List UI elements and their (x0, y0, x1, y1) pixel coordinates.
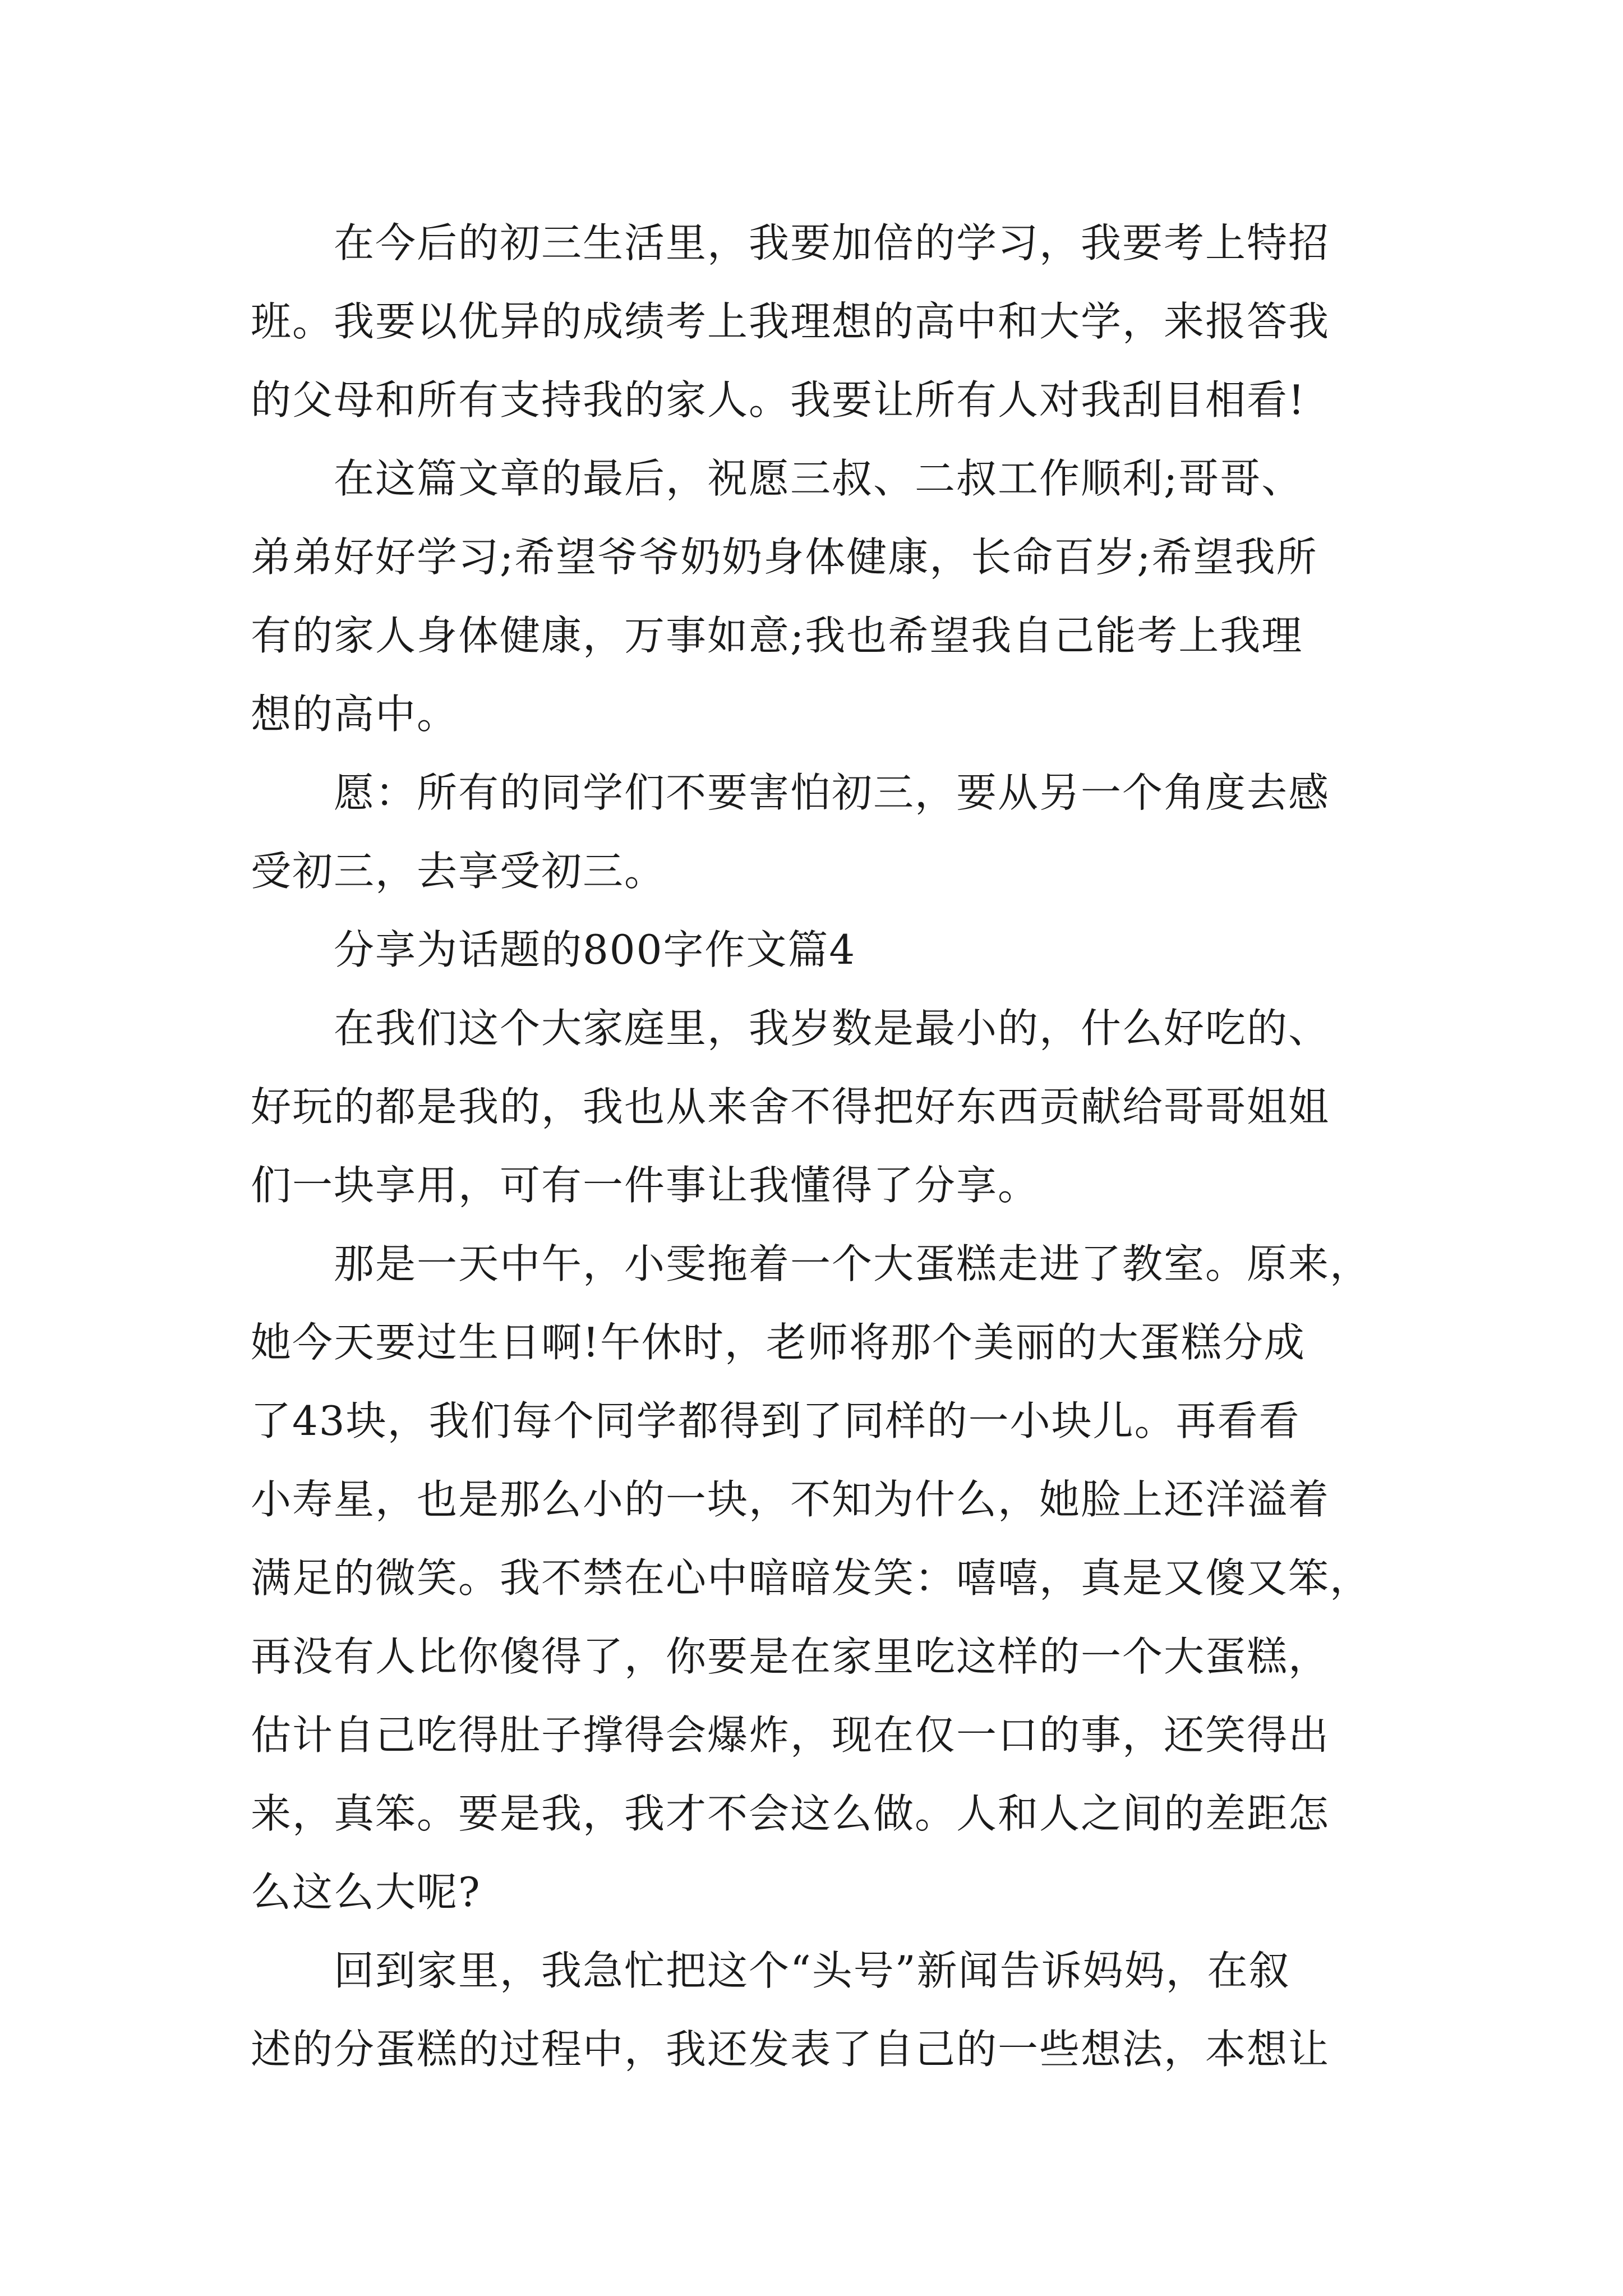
text-line: 在我们这个大家庭里，我岁数是最小的，什么好吃的、 (334, 1005, 1330, 1052)
text-line: 的父母和所有支持我的家人。我要让所有人对我刮目相看! (251, 376, 1306, 424)
text-line: 了43块，我们每个同学都得到了同样的一小块儿。再看看 (251, 1397, 1301, 1444)
text-line: 有的家人身体健康，万事如意;我也希望我自己能考上我理 (251, 612, 1303, 659)
text-line: 满足的微笑。我不禁在心中暗暗发笑：嘻嘻，真是又傻又笨， (251, 1554, 1372, 1602)
text-line: 她今天要过生日啊!午休时，老师将那个美丽的大蛋糕分成 (251, 1319, 1306, 1366)
section-heading: 分享为话题的800字作文篇4 (334, 926, 856, 973)
text-line: 么这么大呢? (251, 1869, 481, 1916)
text-line: 估计自己吃得肚子撑得会爆炸，现在仅一口的事，还笑得出 (251, 1711, 1330, 1759)
text-line: 班。我要以优异的成绩考上我理想的高中和大学，来报答我 (251, 298, 1330, 345)
text-line: 来，真笨。要是我，我才不会这么做。人和人之间的差距怎 (251, 1790, 1330, 1837)
text-line: 述的分蛋糕的过程中，我还发表了自己的一些想法，本想让 (251, 2026, 1330, 2073)
text-line: 愿：所有的同学们不要害怕初三，要从另一个角度去感 (334, 769, 1330, 816)
text-line: 们一块享用，可有一件事让我懂得了分享。 (251, 1162, 1040, 1209)
text-line: 弟弟好好学习;希望爷爷奶奶身体健康，长命百岁;希望我所 (251, 533, 1318, 581)
text-line: 小寿星，也是那么小的一块，不知为什么，她脸上还洋溢着 (251, 1476, 1330, 1523)
text-line: 再没有人比你傻得了，你要是在家里吃这样的一个大蛋糕， (251, 1633, 1330, 1680)
text-line: 好玩的都是我的，我也从来舍不得把好东西贡献给哥哥姐姐 (251, 1083, 1330, 1130)
text-line: 在今后的初三生活里，我要加倍的学习，我要考上特招 (334, 219, 1330, 266)
text-line: 回到家里，我急忙把这个“头号”新闻告诉妈妈，在叙 (334, 1947, 1290, 1994)
text-line: 那是一天中午，小雯拖着一个大蛋糕走进了教室。原来， (334, 1240, 1372, 1287)
text-line: 受初三，去享受初三。 (251, 848, 666, 895)
text-line: 在这篇文章的最后，祝愿三叔、二叔工作顺利;哥哥、 (334, 455, 1303, 502)
text-line: 想的高中。 (251, 691, 459, 738)
